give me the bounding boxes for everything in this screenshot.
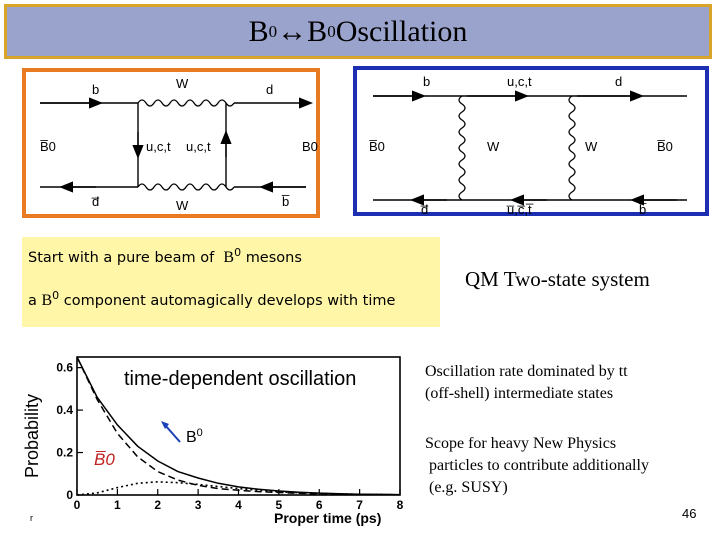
x-tick-label-2: 2 [154, 498, 162, 512]
label-b0bar-left: B̅0 [40, 139, 56, 154]
label-b: b [423, 74, 431, 89]
box-diagram-left [22, 68, 320, 218]
left-mark: r [30, 513, 33, 523]
top-w-wiggle [138, 100, 234, 106]
label-d: d [266, 82, 274, 97]
x-tick-label-5: 5 [275, 498, 283, 512]
label-w-left: W [487, 139, 500, 154]
box-diagram-right-svg [357, 70, 705, 217]
label-b: b [92, 82, 100, 97]
scope-line-1: Scope for heavy New Physics [425, 435, 617, 452]
label-dbar: d̅ [92, 194, 100, 209]
label-dbar: d̅ [421, 202, 429, 217]
label-d: d [615, 74, 623, 89]
arrow-line [165, 425, 180, 442]
note-line-2: a $B^0$ component automagically develops with time [28, 289, 396, 309]
x-tick-label-1: 1 [114, 498, 121, 512]
x-tick-label-7: 7 [356, 498, 363, 512]
x-tick-label-6: 6 [315, 498, 323, 512]
probability-plot [20, 345, 410, 530]
x-tick-label-0: 0 [73, 498, 81, 512]
x-axis-label: Proper time (ps) [274, 510, 382, 526]
label-bbar: b̅ [282, 194, 290, 209]
box-diagram-right [353, 66, 709, 216]
box-diagram-left-svg [26, 72, 316, 214]
x-tick-label-4: 4 [235, 498, 242, 512]
scope-line-2: particles to contribute additionally [429, 457, 649, 474]
x-tick-label-8: 8 [396, 498, 404, 512]
bottom-w-wiggle [138, 184, 234, 190]
scope-line-3: (e.g. SUSY) [429, 479, 508, 496]
scope-text [425, 433, 649, 499]
x-tick-label-3: 3 [194, 498, 202, 512]
qm-label: QM Two-state system [465, 267, 650, 291]
y-axis-label: Probability [22, 393, 42, 478]
w-wiggle-left [459, 96, 465, 200]
label-b0-right: B0 [302, 139, 318, 154]
y-tick-label-2: 0.4 [56, 403, 73, 418]
page-number: 46 [682, 506, 697, 521]
label-uct: u,c,t [507, 74, 532, 89]
label-bbar: b̅ [639, 202, 647, 217]
y-tick-label-0: 0 [66, 488, 73, 502]
y-tick-label-3: 0.6 [56, 360, 73, 375]
b0-label: $B^0$ [186, 427, 203, 446]
slide-title: B 0 ↔ B 0 Oscillation [248, 14, 468, 48]
label-w-top: W [176, 76, 189, 91]
rate-line-2: (off-shell) intermediate states [425, 385, 614, 402]
rate-line-1: Oscillation rate dominated by tt [425, 363, 628, 380]
label-b0bar-right: B̅0 [657, 139, 673, 154]
label-w-right: W [585, 139, 598, 154]
rate-text [425, 361, 628, 405]
y-tick-label-1: 0.2 [56, 445, 73, 460]
annotation-text: time-dependent oscillation [124, 368, 357, 390]
label-uct-left: u,c,t [146, 139, 171, 154]
b0bar-label: B̅0 [94, 450, 115, 469]
note-line-1: Start with a pure beam of $B^0$ mesons [28, 246, 302, 266]
plot-svg [20, 345, 410, 530]
label-w-bottom: W [176, 198, 189, 213]
label-uctbar: u̅,c̅,t̅ [507, 202, 532, 217]
label-uct-right: u,c,t [186, 139, 211, 154]
w-wiggle-right [569, 96, 575, 200]
label-b0bar-left: B̅0 [369, 139, 385, 154]
